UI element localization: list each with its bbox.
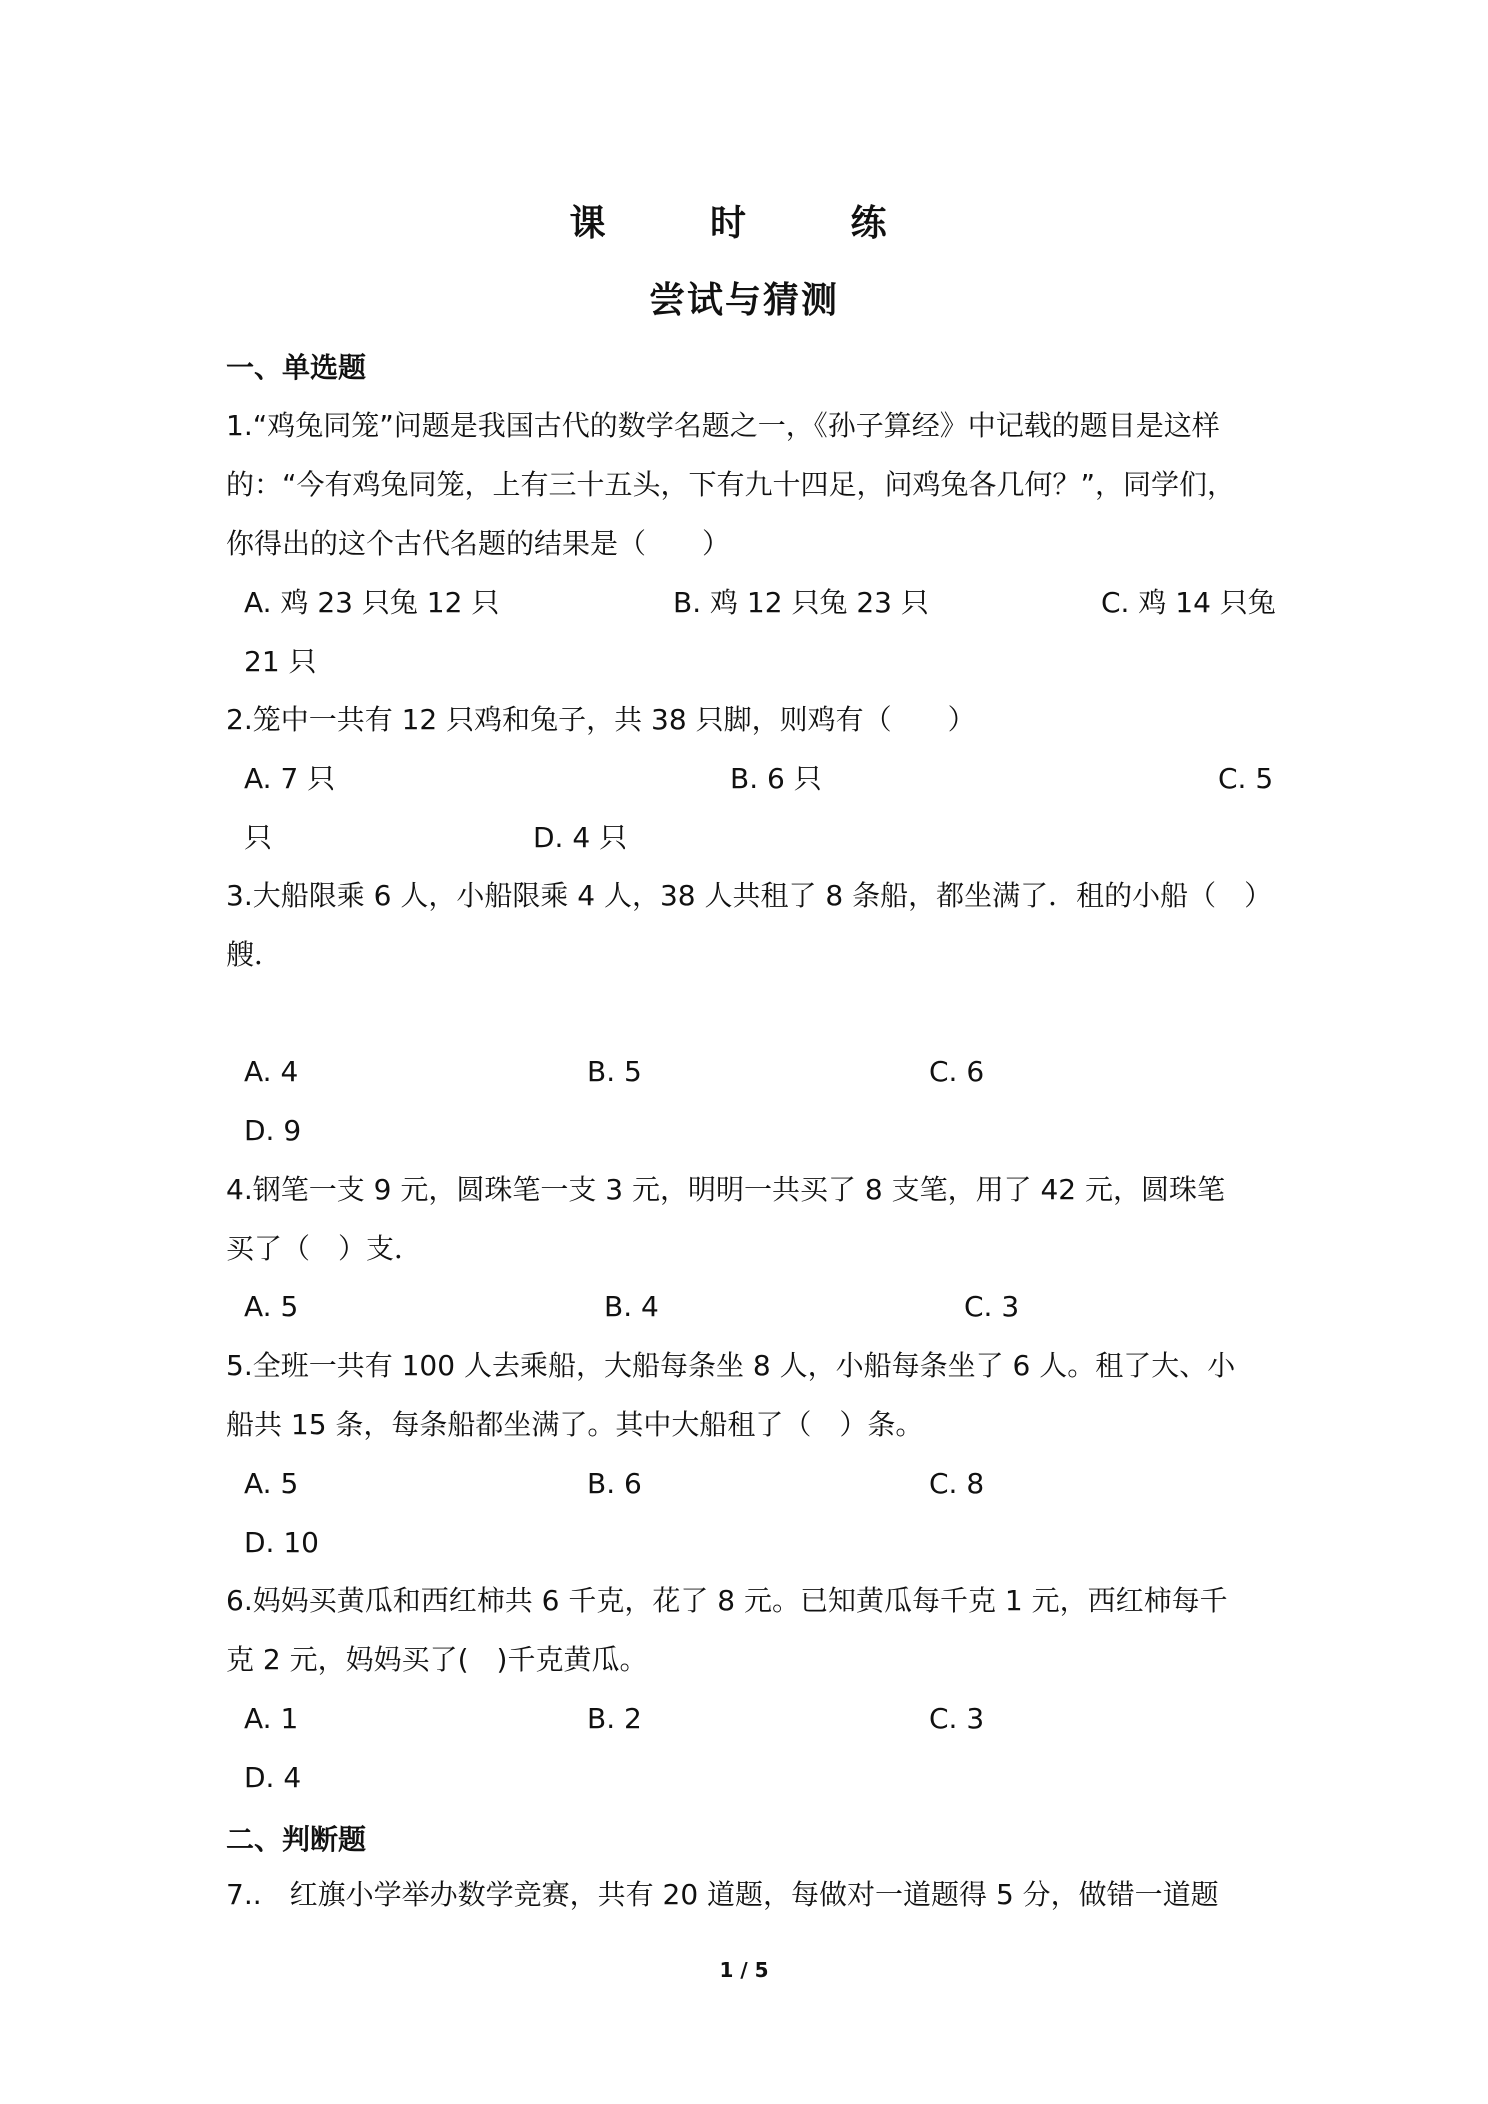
question-5-option-b[interactable]: B. 6	[587, 1467, 642, 1500]
question-5-line-2: 船共 15 条，每条船都坐满了。其中大船租了（ ）条。	[226, 1408, 924, 1441]
question-1-line-1: 1.“鸡兔同笼”问题是我国古代的数学名题之一，《孙子算经》中记载的题目是这样	[226, 409, 1220, 442]
question-1-option-b[interactable]: B. 鸡 12 只兔 23 只	[673, 586, 929, 619]
section-heading-true-false: 二、判断题	[226, 1823, 367, 1856]
question-4-line-1: 4.钢笔一支 9 元，圆珠笔一支 3 元，明明一共买了 8 支笔，用了 42 元，圆珠笔	[226, 1173, 1225, 1206]
question-4-option-b[interactable]: B. 4	[604, 1290, 659, 1323]
page-subtitle: 尝试与猜测	[648, 280, 839, 321]
section-heading-single-choice: 一、单选题	[226, 351, 367, 384]
question-4-option-c[interactable]: C. 3	[964, 1290, 1020, 1323]
question-5-line-1: 5.全班一共有 100 人去乘船，大船每条坐 8 人，小船每条坐了 6 人。租了大、小	[226, 1349, 1236, 1382]
question-6-line-2: 克 2 元，妈妈买了( )千克黄瓜。	[226, 1643, 648, 1676]
question-3-option-c[interactable]: C. 6	[929, 1055, 985, 1088]
question-3-option-a[interactable]: A. 4	[244, 1055, 299, 1088]
question-4-line-2: 买了（ ）支．	[226, 1232, 423, 1265]
question-4-option-a[interactable]: A. 5	[244, 1290, 299, 1323]
question-2-option-c[interactable]: C. 5	[1218, 762, 1274, 795]
question-3-option-b[interactable]: B. 5	[587, 1055, 642, 1088]
question-2-line-1: 2.笼中一共有 12 只鸡和兔子，共 38 只脚，则鸡有（ ）	[226, 703, 976, 736]
question-1-option-c[interactable]: C. 鸡 14 只兔	[1101, 586, 1276, 619]
question-2-option-c-continued: 只	[244, 821, 273, 854]
question-3-line-1: 3.大船限乘 6 人，小船限乘 4 人，38 人共租了 8 条船，都坐满了．租的小船（ ）	[226, 879, 1273, 912]
question-6-option-d[interactable]: D. 4	[244, 1761, 302, 1794]
question-7-line-1: 7.. 红旗小学举办数学竞赛，共有 20 道题，每做对一道题得 5 分，做错一道题	[226, 1878, 1219, 1911]
question-6-option-b[interactable]: B. 2	[587, 1702, 642, 1735]
question-6-option-c[interactable]: C. 3	[929, 1702, 985, 1735]
question-3-line-2: 艘．	[226, 938, 283, 971]
page-title: 课 时 练	[569, 203, 919, 244]
question-2-option-b[interactable]: B. 6 只	[730, 762, 822, 795]
question-6-option-a[interactable]: A. 1	[244, 1702, 299, 1735]
question-5-option-c[interactable]: C. 8	[929, 1467, 985, 1500]
question-5-option-d[interactable]: D. 10	[244, 1526, 319, 1559]
question-6-line-1: 6.妈妈买黄瓜和西红柿共 6 千克，花了 8 元。已知黄瓜每千克 1 元，西红柿每千	[226, 1584, 1228, 1617]
question-5-option-a[interactable]: A. 5	[244, 1467, 299, 1500]
question-2-option-a[interactable]: A. 7 只	[244, 762, 336, 795]
question-1-line-2: 的：“今有鸡兔同笼，上有三十五头，下有九十四足，问鸡兔各几何？”，同学们，	[226, 468, 1236, 501]
question-1-option-c-continued: 21 只	[244, 645, 317, 678]
question-2-option-d[interactable]: D. 4 只	[533, 821, 628, 854]
page-number: 1 / 5	[719, 1958, 769, 1982]
question-1-option-a[interactable]: A. 鸡 23 只兔 12 只	[244, 586, 500, 619]
question-1-line-3: 你得出的这个古代名题的结果是（ ）	[226, 527, 731, 560]
question-3-option-d[interactable]: D. 9	[244, 1114, 302, 1147]
